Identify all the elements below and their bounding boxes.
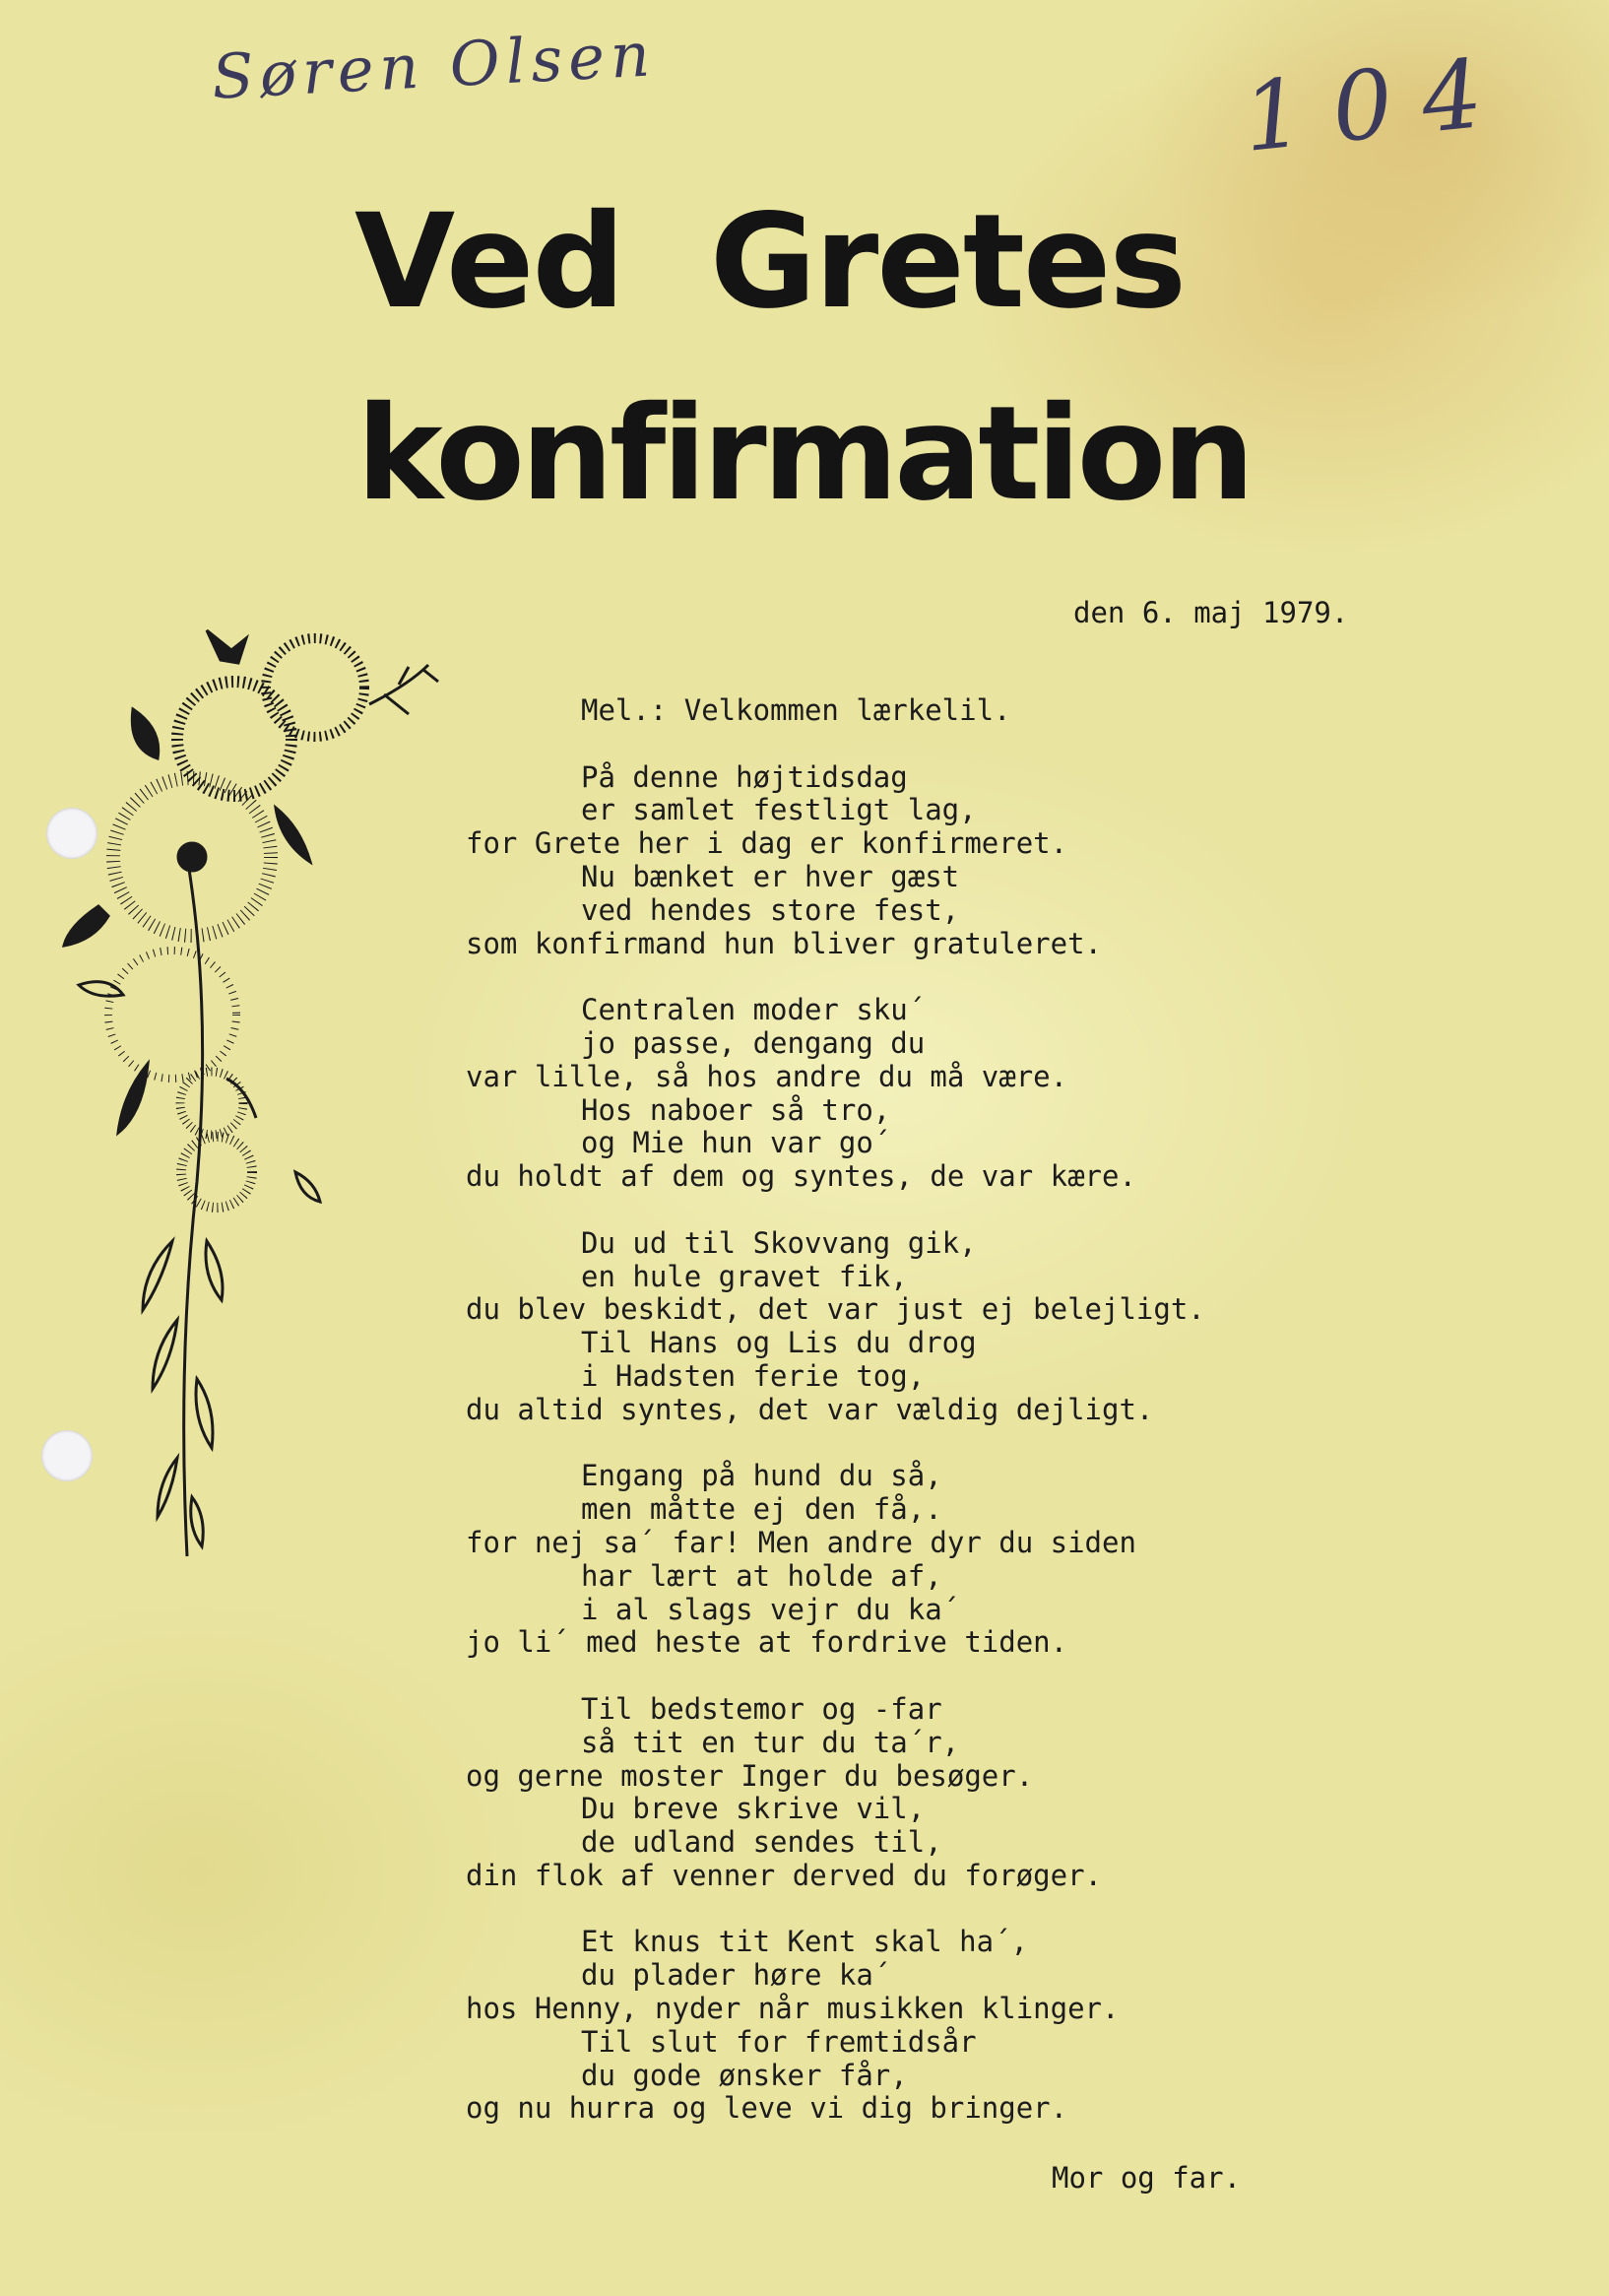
poem-line: Et knus tit Kent skal ha´, [581, 1925, 1028, 1959]
poem-line: en hule gravet fik, [581, 1259, 908, 1293]
poem-line: Nu bænket er hver gæst [581, 859, 960, 893]
poem-line: i al slags vejr du ka´ [581, 1592, 960, 1626]
stanza [466, 761, 1273, 961]
poem-line: er samlet festligt lag, [581, 793, 977, 827]
poem-line: og Mie hun var go´ [581, 1126, 891, 1160]
poem-line: Du ud til Skovvang gik, [581, 1225, 977, 1260]
signature: Mor og far. [1052, 2161, 1242, 2195]
poem-line: som konfirmand hun bliver gratuleret. [466, 926, 1103, 960]
stanza [466, 1227, 1273, 1427]
poem [466, 694, 1273, 2126]
poem-line: du altid syntes, det var vældig dejligt. [466, 1392, 1154, 1426]
poem-line: for nej sa´ far! Men andre dyr du siden [466, 1525, 1136, 1559]
handwritten-name: Søren Olsen [210, 18, 658, 113]
poem-line: jo li´ med heste at fordrive tiden. [466, 1625, 1068, 1660]
poem-line: ved hendes store fest, [581, 892, 960, 927]
poem-line: hos Henny, nyder når musikken klinger. [466, 1992, 1120, 2026]
poem-line: de udland sendes til, [581, 1825, 942, 1860]
stanza [466, 994, 1273, 1194]
stanza [466, 1460, 1273, 1660]
poem-line: så tit en tur du ta´r, [581, 1725, 960, 1759]
poem-line: Til slut for fremtidsår [581, 2024, 977, 2059]
melody-line: Mel.: Velkommen lærkelil. [581, 693, 1011, 727]
poem-line: du blev beskidt, det var just ej belejligt. [466, 1292, 1205, 1327]
poem-line: jo passe, dengang du [581, 1025, 926, 1060]
poem-line: din flok af venner derved du forøger. [466, 1858, 1103, 1892]
handwritten-number: 104 [1237, 35, 1517, 173]
poem-line: du holdt af dem og syntes, de var kære. [466, 1159, 1136, 1194]
poem-line: og nu hurra og leve vi dig bringer. [466, 2091, 1068, 2126]
poem-line: var lille, så hos andre du må være. [466, 1059, 1068, 1093]
poem-line: Centralen moder sku´ [581, 993, 926, 1027]
poem-line: Til bedstemor og -far [581, 1691, 942, 1726]
poem-line: men måtte ej den få,. [581, 1492, 942, 1527]
poem-line: du plader høre ka´ [581, 1958, 891, 1993]
poem-line: og gerne moster Inger du besøger. [466, 1758, 1034, 1793]
stanza [466, 1693, 1273, 1893]
poem-line: i Hadsten ferie tog, [581, 1358, 926, 1393]
poem-line: På denne højtidsdag [581, 759, 908, 794]
poem-line: har lært at holde af, [581, 1558, 942, 1593]
stanza [466, 1926, 1273, 2126]
poem-line: du gode ønsker får, [581, 2058, 908, 2092]
poem-line: Du breve skrive vil, [581, 1792, 926, 1826]
floral-illustration [39, 611, 463, 1586]
title-line-1: Ved Gretes [354, 186, 1186, 338]
poem-line: for Grete her i dag er konfirmeret. [466, 826, 1068, 861]
poem-line: Til Hans og Lis du drog [581, 1326, 977, 1360]
date: den 6. maj 1979. [1073, 596, 1349, 629]
title-line-2: konfirmation [356, 378, 1252, 530]
poem-line: Engang på hund du så, [581, 1459, 942, 1493]
poem-line: Hos naboer så tro, [581, 1092, 891, 1127]
